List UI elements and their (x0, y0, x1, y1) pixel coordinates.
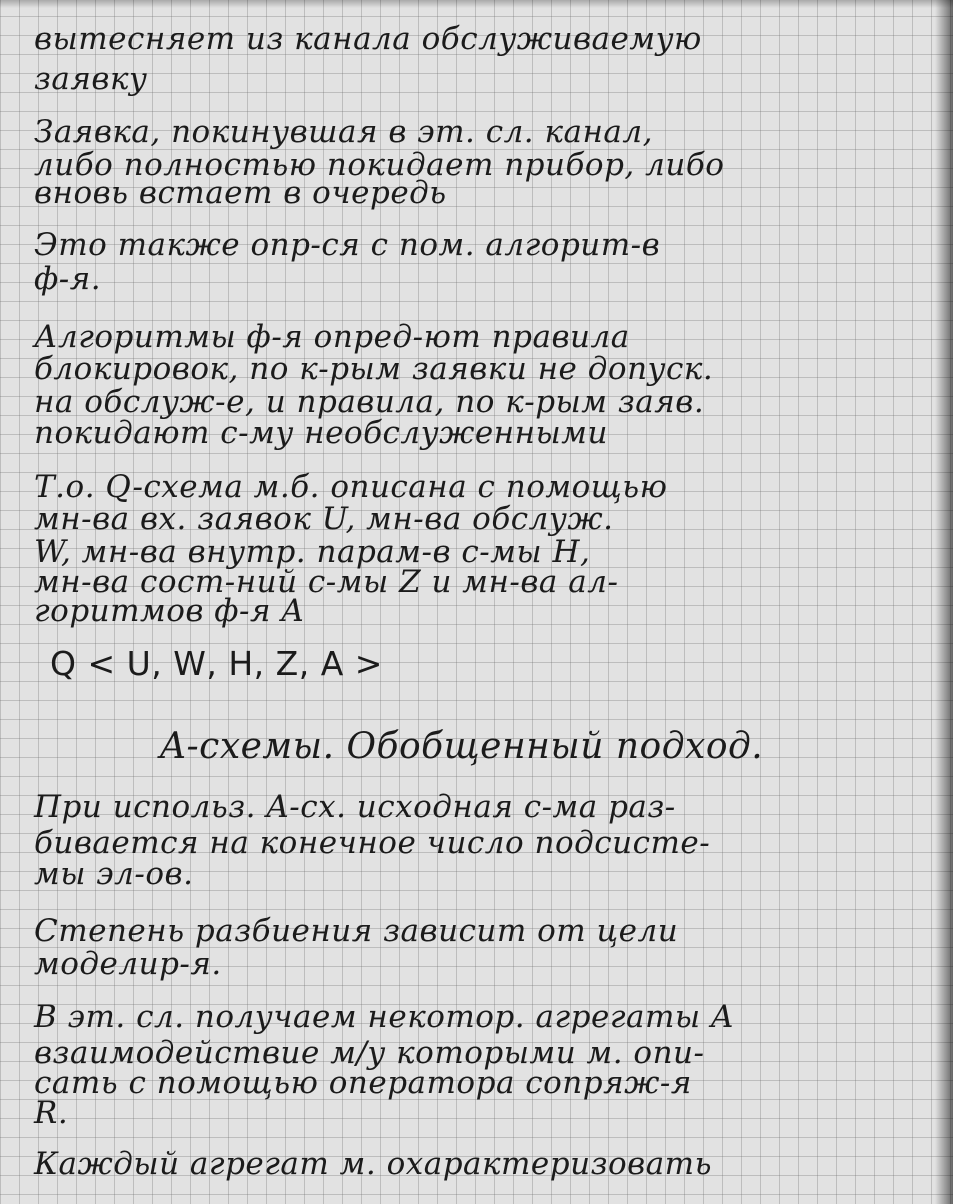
text-line: Степень разбиения зависит от цели (34, 913, 679, 949)
text-line: W, мн-ва внутр. парам-в с-мы H, (34, 534, 591, 570)
text-line: мн-ва сост-ний с-мы Z и мн-ва ал- (34, 564, 619, 600)
text-line: блокировок, по к-рым заявки не допуск. (34, 351, 714, 387)
text-line: вытесняет из канала обслуживаемую (34, 21, 702, 57)
text-line: на обслуж-е, и правила, по к-рым заяв. (34, 384, 705, 420)
text-line: заявку (34, 61, 148, 97)
text-line: взаимодействие м/у которыми м. опи- (34, 1035, 705, 1071)
text-line: При использ. A-сх. исходная с-ма раз- (34, 789, 676, 825)
page-edge-shadow (935, 0, 953, 1204)
section-heading: A-схемы. Обобщенный подход. (160, 726, 764, 767)
page-top-shadow (0, 0, 953, 8)
text-line: Каждый агрегат м. охарактеризовать (34, 1146, 712, 1182)
text-line: Заявка, покинувшая в эт. сл. канал, (34, 114, 654, 150)
text-line: В эт. сл. получаем некотор. агрегаты A (34, 999, 734, 1035)
text-line: моделир-я. (34, 946, 222, 982)
text-line: покидают с-му необслуженными (34, 415, 608, 451)
text-line: сать с помощью оператора сопряж-я (34, 1065, 692, 1101)
text-line: вновь встает в очередь (34, 175, 447, 211)
text-line: бивается на конечное число подсисте- (34, 825, 711, 861)
text-line: либо полностью покидает прибор, либо (34, 147, 725, 183)
formula-line: Q < U, W, H, Z, A > (50, 644, 383, 683)
text-line: Т.о. Q-схема м.б. описана с помощью (34, 469, 668, 505)
text-line: мы эл-ов. (34, 856, 194, 892)
text-line: мн-ва вх. заявок U, мн-ва обслуж. (34, 501, 614, 537)
text-line: горитмов ф-я A (34, 593, 305, 629)
text-line: Это также опр-ся с пом. алгорит-в (34, 227, 661, 263)
text-line: ф-я. (34, 261, 102, 297)
text-line: Алгоритмы ф-я опред-ют правила (34, 319, 630, 355)
text-line: R. (34, 1095, 69, 1131)
